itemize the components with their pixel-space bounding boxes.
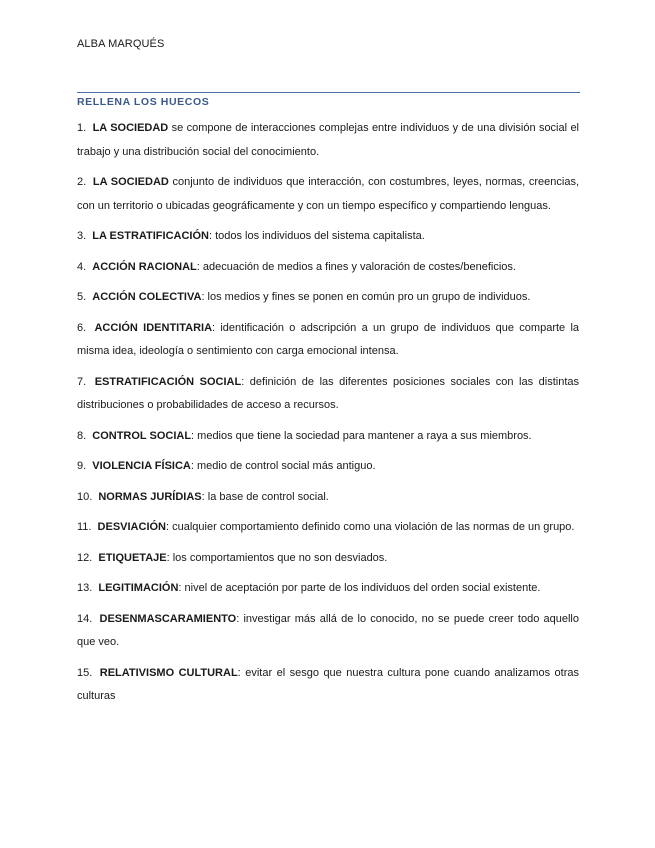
item-number: 6.	[77, 321, 87, 334]
item-term: LEGITIMACIÓN	[98, 582, 179, 594]
item-number: 13.	[77, 582, 93, 594]
item-term: ETIQUETAJE	[98, 551, 167, 564]
definition-item	[77, 425, 579, 449]
item-definition: se compone de interacciones complejas entre individuos y de una división social el trabajo y una distribución social del conocimiento.	[77, 122, 580, 158]
definition-item	[77, 577, 579, 601]
item-term: LA SOCIEDAD	[92, 122, 169, 134]
item-definition: : definición de las diferentes posiciones sociales con las distintas distribuciones o probabilidades de acceso a recursos.	[77, 375, 579, 411]
item-number: 11.	[77, 521, 92, 533]
item-term: ACCIÓN RACIONAL	[92, 260, 197, 273]
definition-item	[77, 516, 579, 540]
definition-item	[77, 486, 579, 510]
definition-item	[77, 286, 579, 310]
definition-item	[77, 662, 579, 709]
definition-item	[77, 608, 579, 655]
definition-item	[77, 547, 579, 571]
item-number: 10.	[77, 490, 93, 503]
item-number: 4.	[77, 260, 87, 273]
item-number: 7.	[77, 375, 87, 388]
section-heading: RELLENA LOS HUECOS	[77, 96, 210, 108]
item-term: ESTRATIFICACIÓN SOCIAL	[94, 375, 242, 388]
author-name: ALBA MARQUÉS	[77, 38, 165, 50]
item-definition: : los medios y fines se ponen en común pro un grupo de individuos.	[201, 291, 531, 303]
item-number: 14.	[77, 612, 93, 625]
item-term: ACCIÓN IDENTITARIA	[94, 321, 213, 334]
definition-list	[77, 117, 579, 716]
item-number: 2.	[77, 176, 87, 188]
heading-divider	[77, 92, 580, 93]
item-number: 8.	[77, 429, 87, 442]
item-definition: : nivel de aceptación por parte de los individuos del orden social existente.	[178, 582, 541, 594]
item-number: 9.	[77, 460, 87, 472]
item-definition: : todos los individuos del sistema capitalista.	[208, 230, 425, 242]
definition-item	[77, 371, 579, 418]
definition-item	[77, 256, 579, 280]
item-term: RELATIVISMO CULTURAL	[99, 666, 238, 679]
item-number: 3.	[77, 230, 87, 242]
item-definition: : medio de control social más antiguo.	[190, 460, 376, 472]
item-term: ACCIÓN COLECTIVA	[92, 291, 202, 303]
item-definition: conjunto de individuos que interacción, con costumbres, leyes, normas, creencias, con un territorio o ubicadas geográficamente y con un tiempo específico y compartiendo lenguas.	[77, 176, 580, 212]
item-number: 12.	[77, 551, 93, 564]
item-number: 1.	[77, 122, 87, 134]
definition-item	[77, 317, 579, 364]
item-term: DESENMASCARAMIENTO	[99, 612, 237, 625]
item-term: CONTROL SOCIAL	[92, 429, 192, 442]
definition-item	[77, 171, 579, 218]
item-term: LA ESTRATIFICACIÓN	[92, 230, 209, 242]
item-definition: : cualquier comportamiento definido como una violación de las normas de un grupo.	[166, 521, 575, 533]
item-term: DESVIACIÓN	[97, 521, 167, 533]
item-term: VIOLENCIA FÍSICA	[92, 460, 191, 472]
definition-item	[77, 225, 579, 249]
item-term: LA SOCIEDAD	[92, 176, 169, 188]
item-definition: : evitar el sesgo que nuestra cultura pone cuando analizamos otras culturas	[77, 666, 579, 702]
item-definition: : la base de control social.	[201, 490, 329, 503]
item-number: 5.	[77, 291, 87, 303]
item-definition: : los comportamientos que no son desviados.	[166, 551, 388, 564]
definition-item	[77, 455, 579, 479]
item-term: NORMAS JURÍDIAS	[98, 490, 202, 503]
item-definition: : investigar más allá de lo conocido, no se puede creer todo aquello que veo.	[77, 612, 579, 648]
definition-item	[77, 117, 579, 164]
item-definition: : medios que tiene la sociedad para mantener a raya a sus miembros.	[191, 429, 532, 442]
item-definition: : adecuación de medios a fines y valoración de costes/beneficios.	[196, 260, 516, 273]
item-definition: : identificación o adscripción a un grupo de individuos que comparte la misma idea, ideología o sentimiento con carga emocional intensa.	[77, 321, 580, 357]
item-number: 15.	[77, 666, 93, 679]
